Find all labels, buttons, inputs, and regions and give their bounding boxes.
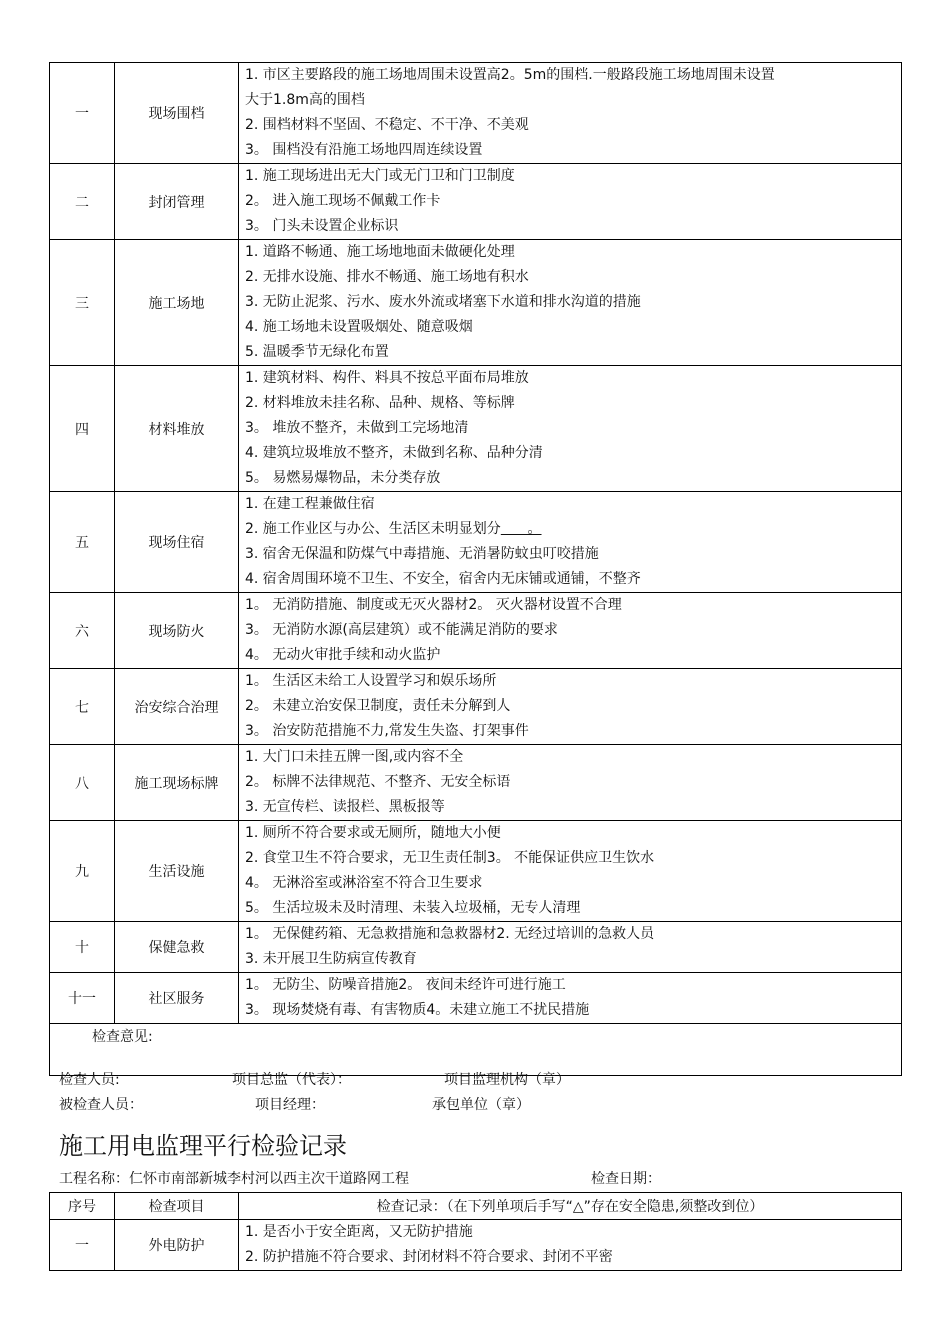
- check-item-text: 3. 无防止泥浆、污水、废水外流或堵塞下水道和排水沟道的措施: [245, 294, 641, 310]
- check-item: [245, 265, 895, 290]
- check-item: [245, 694, 895, 719]
- row-items: [239, 821, 902, 922]
- check-item: [245, 416, 895, 441]
- row-number: 七: [50, 669, 115, 745]
- check-item-text: 2. 食堂卫生不符合要求，无卫生责任制3。 不能保证供应卫生饮水: [245, 850, 655, 866]
- check-item-text: 3。 现场焚烧有毒、有害物质4。未建立施工不扰民措施: [245, 1002, 590, 1018]
- check-item-text: 2. 无排水设施、排水不畅通、施工场地有积水: [245, 269, 529, 285]
- row-category: 现场住宿: [115, 492, 239, 593]
- check-item-text: 1. 在建工程兼做住宿: [245, 496, 375, 512]
- row-category: 生活设施: [115, 821, 239, 922]
- check-item: [245, 214, 895, 239]
- row-number: 六: [50, 593, 115, 669]
- row-items: [239, 593, 902, 669]
- check-item-text: 1. 施工现场进出无大门或无门卫和门卫制度: [245, 168, 515, 184]
- row-category: 治安综合治理: [115, 669, 239, 745]
- check-item: [245, 998, 895, 1023]
- inspection-table: [49, 62, 902, 1076]
- table-row: [50, 821, 902, 922]
- row-items: [239, 492, 902, 593]
- row-category: 社区服务: [115, 973, 239, 1024]
- check-item-text: 2。 未建立治安保卫制度，责任未分解到人: [245, 698, 511, 714]
- table-row: [50, 593, 902, 669]
- header-num: 序号: [50, 1193, 115, 1220]
- row-number: 三: [50, 240, 115, 366]
- check-item: [245, 164, 895, 189]
- row-category: 外电防护: [115, 1220, 239, 1271]
- check-item: [245, 643, 895, 668]
- check-item-text: 4. 宿舍周围环境不卫生、不安全，宿舍内无床铺或通铺，不整齐: [245, 571, 641, 587]
- row-number: 十一: [50, 973, 115, 1024]
- check-item: [245, 63, 895, 88]
- row-number: 五: [50, 492, 115, 593]
- row-items: [239, 240, 902, 366]
- check-item: [245, 593, 895, 618]
- contractor-label: 承包单位（章）: [432, 1097, 530, 1113]
- check-item-text: 4. 施工场地未设置吸烟处、随意吸烟: [245, 319, 473, 335]
- check-item-text: 1. 大门口未挂五牌一图,或内容不全: [245, 749, 464, 765]
- row-items: [239, 669, 902, 745]
- row-category: 封闭管理: [115, 164, 239, 240]
- inspection-date: 检查日期：: [591, 1171, 661, 1187]
- check-item: [245, 795, 895, 820]
- check-item: [245, 315, 895, 340]
- check-item: [245, 871, 895, 896]
- check-item: [245, 567, 895, 592]
- check-item-text: 3. 未开展卫生防病宣传教育: [245, 951, 417, 967]
- table-row: [50, 669, 902, 745]
- inspected-label: 被检查人员：: [59, 1097, 143, 1113]
- row-category: 现场围档: [115, 63, 239, 164]
- header-record: 检查记录：（在下列单项后手写“△”存在安全隐患,须整改到位）: [239, 1193, 902, 1220]
- check-item-text: 2。 标牌不法律规范、不整齐、无安全标语: [245, 774, 511, 790]
- row-number: 十: [50, 922, 115, 973]
- row-items: [239, 922, 902, 973]
- table-row: [50, 63, 902, 164]
- check-item: [245, 821, 895, 846]
- check-item: [245, 745, 895, 770]
- check-item: [245, 189, 895, 214]
- check-item: [245, 846, 895, 871]
- check-item-text: 3。 围档没有沿施工场地四周连续设置: [245, 142, 483, 158]
- electricity-table: [49, 1192, 902, 1271]
- check-item-text: 1. 是否小于安全距离，又无防护措施: [245, 1224, 473, 1240]
- table-row: [50, 492, 902, 593]
- check-item: [245, 719, 895, 744]
- check-item-text: 1. 厕所不符合要求或无厕所，随地大小便: [245, 825, 501, 841]
- row-number: 四: [50, 366, 115, 492]
- opinion-label: 检查意见:: [92, 1029, 153, 1045]
- check-item-text: 2. 防护措施不符合要求、封闭材料不符合要求、封闭不平密: [245, 1249, 613, 1265]
- inspector-label: 检查人员:: [59, 1072, 120, 1088]
- row-category: 材料堆放: [115, 366, 239, 492]
- check-item: [245, 441, 895, 466]
- check-item-text: 5。 生活垃圾未及时清理、未装入垃圾桶，无专人清理: [245, 900, 581, 916]
- check-item: [245, 618, 895, 643]
- check-item: [245, 922, 895, 947]
- check-item: [245, 466, 895, 491]
- table-row: [50, 366, 902, 492]
- check-item: [245, 366, 895, 391]
- check-item-text: 4. 建筑垃圾堆放不整齐，未做到名称、品种分清: [245, 445, 543, 461]
- row-category: 现场防火: [115, 593, 239, 669]
- check-item: [245, 138, 895, 163]
- check-item-text: 3。 治安防范措施不力,常发生失盗、打架事件: [245, 723, 529, 739]
- check-item: [245, 290, 895, 315]
- check-item-text: 1。 无消防措施、制度或无灭火器材2。 灭火器材设置不合理: [245, 597, 622, 613]
- check-item-text: 4。 无淋浴室或淋浴室不符合卫生要求: [245, 875, 483, 891]
- row-items: [239, 1220, 902, 1271]
- row-category: 施工场地: [115, 240, 239, 366]
- row-number: 二: [50, 164, 115, 240]
- check-item: [245, 88, 895, 113]
- check-item: [245, 1220, 895, 1245]
- check-item-text: 5. 温暖季节无绿化布置: [245, 344, 389, 360]
- check-item-text: 3。 门头未设置企业标识: [245, 218, 399, 234]
- row-items: [239, 164, 902, 240]
- row-items: [239, 63, 902, 164]
- check-item: [245, 947, 895, 972]
- row-category: 施工现场标牌: [115, 745, 239, 821]
- row-items: [239, 745, 902, 821]
- check-item: [245, 770, 895, 795]
- row-number: 一: [50, 63, 115, 164]
- table-row: [50, 745, 902, 821]
- table-row: [50, 973, 902, 1024]
- project-manager-label: 项目经理：: [255, 1097, 325, 1113]
- blank-fill: 。: [500, 521, 542, 537]
- check-item-text: 大于1.8m高的围档: [245, 92, 365, 108]
- opinion-cell: [50, 1024, 902, 1076]
- check-item: [245, 896, 895, 921]
- check-item-text: 1. 建筑材料、构件、料具不按总平面布局堆放: [245, 370, 529, 386]
- row-items: [239, 366, 902, 492]
- header-item: 检查项目: [115, 1193, 239, 1220]
- check-item-text: 1。 生活区未给工人设置学习和娱乐场所: [245, 673, 497, 689]
- second-form-title: 施工用电监理平行检验记录: [59, 1132, 347, 1160]
- check-item-text: 1。 无防尘、防噪音措施2。 夜间未经许可进行施工: [245, 977, 566, 993]
- check-item: [245, 492, 895, 517]
- check-item-text: 5。 易燃易爆物品，未分类存放: [245, 470, 441, 486]
- check-item-text: 2. 围档材料不坚固、不稳定、不干净、不美观: [245, 117, 529, 133]
- check-item-text: 3。 堆放不整齐，未做到工完场地清: [245, 420, 469, 436]
- check-item: [245, 517, 895, 542]
- chief-supervisor-label: 项目总监（代表）：: [232, 1072, 351, 1088]
- check-item: [245, 542, 895, 567]
- row-category: 保健急救: [115, 922, 239, 973]
- check-item: [245, 113, 895, 138]
- check-item-text: 2。 进入施工现场不佩戴工作卡: [245, 193, 441, 209]
- check-item-text: 4。 无动火审批手续和动火监护: [245, 647, 441, 663]
- check-item-text: 1。 无保健药箱、无急救措施和急救器材2. 无经过培训的急救人员: [245, 926, 655, 942]
- check-item: [245, 340, 895, 365]
- check-item: [245, 1245, 895, 1270]
- check-item-text: 3. 无宣传栏、读报栏、黑板报等: [245, 799, 445, 815]
- row-items: [239, 973, 902, 1024]
- table-row: [50, 922, 902, 973]
- project-name: 工程名称：仁怀市南部新城李村河以西主次干道路网工程: [59, 1171, 409, 1187]
- check-item: [245, 669, 895, 694]
- table-row: [50, 1220, 902, 1271]
- table-row: [50, 164, 902, 240]
- check-item-text: 2. 材料堆放未挂名称、品种、规格、等标牌: [245, 395, 515, 411]
- row-number: 八: [50, 745, 115, 821]
- supervision-org-label: 项目监理机构（章）: [444, 1072, 570, 1088]
- check-item: [245, 973, 895, 998]
- check-item: [245, 391, 895, 416]
- opinion-row: [50, 1024, 902, 1076]
- check-item: [245, 240, 895, 265]
- check-item-text: 2. 施工作业区与办公、生活区未明显划分: [245, 521, 501, 537]
- table-header-row: [50, 1193, 902, 1220]
- row-number: 一: [50, 1220, 115, 1271]
- check-item-text: 1. 道路不畅通、施工场地地面未做硬化处理: [245, 244, 515, 260]
- row-number: 九: [50, 821, 115, 922]
- check-item-text: 3. 宿舍无保温和防煤气中毒措施、无消暑防蚊虫叮咬措施: [245, 546, 599, 562]
- check-item-text: 1. 市区主要路段的施工场地周围未设置高2。5m的围档.一般路段施工场地周围未设置: [245, 67, 775, 83]
- table-row: [50, 240, 902, 366]
- check-item-text: 3。 无消防水源(高层建筑）或不能满足消防的要求: [245, 622, 558, 638]
